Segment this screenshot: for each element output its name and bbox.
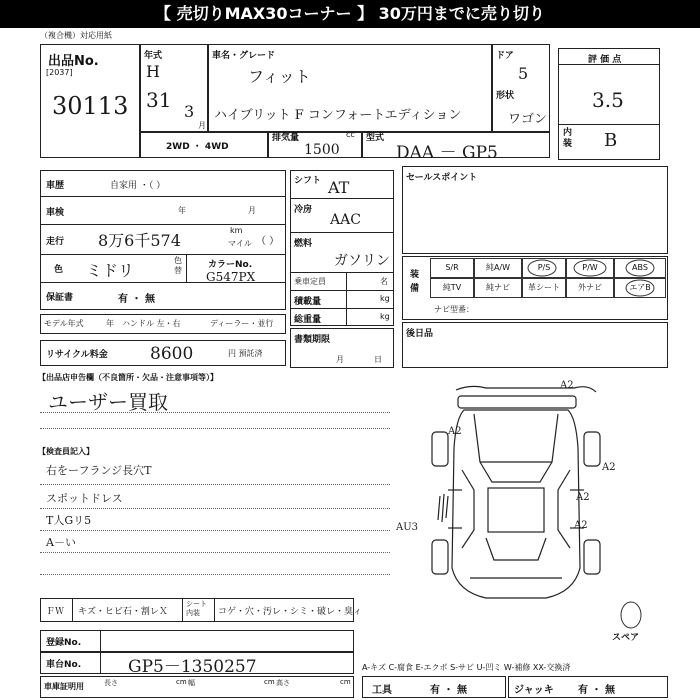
sales-point-label: セールスポイント	[406, 173, 478, 183]
door-value: 5	[518, 64, 529, 83]
displacement-unit: cc	[346, 130, 355, 139]
jack-options: 有 ・ 無	[578, 685, 615, 696]
damage-seat: シート内装	[186, 600, 207, 617]
color-code-label: カラーNo.	[208, 260, 253, 270]
fuel-value: ガソリン	[334, 253, 390, 269]
history-label: 車歴	[46, 181, 65, 191]
score-label: 評 価 点	[588, 55, 622, 65]
door-label: ドア	[496, 51, 514, 61]
warranty-label: 保証書	[46, 293, 74, 303]
lot-number: 30113	[52, 92, 129, 120]
shift-label: シフト	[294, 176, 322, 186]
title-banner: 【 売切りMAX30コーナー 】 30万円までに売り切り	[0, 0, 700, 28]
color-code: G547PX	[206, 270, 256, 284]
equipment-circles	[520, 256, 670, 302]
model-year-year: 年	[106, 319, 114, 328]
shape-label: 形状	[496, 91, 515, 101]
capacity-label: 乗車定員	[294, 277, 326, 286]
model-year-dealer: ディーラー・並行	[210, 319, 274, 328]
mark-right-front: A2	[602, 462, 616, 473]
load-label: 積載量	[294, 297, 322, 307]
top-note: （複合機）対応用紙	[40, 31, 112, 40]
car-name: フィット	[248, 67, 311, 86]
inspection-month: 月	[248, 206, 256, 215]
damage-fw: ＦＷ	[46, 607, 65, 617]
equip-ext-navi: 外ナビ	[566, 278, 614, 298]
year-num: 31	[146, 88, 172, 112]
inspection-year: 年	[178, 206, 186, 215]
fuel-label: 燃料	[294, 239, 313, 249]
color-value: ミドリ	[86, 261, 135, 280]
ac-label: 冷房	[294, 205, 313, 215]
chassis-value: GP5－1350257	[128, 657, 257, 677]
mileage-value: 8万6千574	[98, 231, 181, 250]
spare-label: スペア	[612, 633, 640, 643]
equip-airbag: エアB	[614, 278, 666, 298]
navi-model-label: ナビ型番：	[434, 305, 474, 314]
tools-options: 有 ・ 無	[430, 685, 467, 696]
arrival-label: 後日品	[406, 329, 434, 339]
chassis-label: 車台No.	[46, 660, 82, 670]
cert-width-unit: cm	[264, 678, 275, 686]
drive-options: 2WD ・ 4WD	[166, 142, 229, 152]
tools-label: 工具	[372, 685, 392, 696]
model-value: DAA － GP5	[396, 143, 498, 163]
ac-value: AAC	[330, 212, 361, 228]
declaration-label: 【出品店申告欄（不良箇所・欠品・注意事項等）】	[38, 373, 218, 382]
capacity-unit: 名	[380, 277, 388, 286]
mark-left-side: AU3	[396, 522, 419, 533]
inspection-label: 車検	[46, 208, 65, 218]
recycle-value: 8600	[150, 344, 194, 364]
model-label: 型式	[366, 133, 385, 143]
registration-row	[40, 630, 354, 652]
cert-row	[40, 676, 354, 698]
mark-left-front: A2	[448, 426, 462, 437]
spare-tire-icon	[618, 600, 644, 630]
equip-power-window: P/W	[566, 258, 614, 278]
mileage-mile: マイル	[228, 239, 252, 248]
year-month: 3	[184, 102, 195, 121]
car-damage-diagram	[396, 378, 666, 610]
mark-right-rear: A2	[574, 520, 588, 531]
inspector-line-2: スポットドレス	[46, 492, 123, 505]
load-unit: kg	[380, 294, 390, 303]
jack-label: ジャッキ	[514, 685, 554, 696]
interior-label: 内装	[563, 128, 573, 149]
expire-day: 日	[374, 355, 382, 364]
cert-length-unit: cm	[176, 678, 187, 686]
displacement-value: 1500	[304, 142, 340, 158]
cert-length: 長さ	[104, 679, 118, 687]
equip-leather: 革シート	[522, 278, 566, 298]
damage-items: キズ・ヒビ石・割レＸ	[78, 607, 168, 617]
cert-width: 幅	[188, 679, 195, 687]
gross-unit: kg	[380, 312, 390, 321]
damage-items2: コゲ・穴・汚レ・シミ・破レ・臭ィ	[218, 607, 363, 617]
recycle-label: リサイクル料金	[46, 350, 108, 360]
lot-label: 出品No.	[48, 54, 99, 69]
car-name-label: 車名・グレード	[212, 51, 276, 61]
gross-label: 総重量	[294, 315, 322, 325]
mileage-label: 走行	[46, 237, 65, 247]
score-value: 3.5	[592, 88, 624, 112]
inspector-label: 【検査員記入】	[38, 447, 94, 456]
color-label: 色	[54, 265, 64, 275]
expire-label: 書類期限	[294, 335, 331, 345]
warranty-options: 有 ・ 無	[118, 294, 155, 305]
cert-height: 高さ	[276, 679, 290, 687]
interior-value: B	[604, 130, 618, 151]
recycle-unit: 円 預託済	[228, 349, 263, 358]
equip-power-steering: P/S	[522, 258, 566, 278]
damage-legend: A-キズ C-腐食 E-エクボ S-サビ U-凹ミ W-補修 XX-交換済	[362, 663, 571, 672]
inspector-line-4: A－い	[46, 536, 76, 549]
arrival-box	[402, 322, 668, 368]
color-change-label: 色替	[174, 256, 182, 275]
mileage-km: km	[230, 226, 243, 235]
car-grade: ハイブリット F コンフォートエディション	[214, 108, 462, 123]
model-year-label: モデル年式	[44, 319, 84, 328]
inspector-line-1: 右をーフランジ長穴T	[46, 464, 152, 477]
equipment-label: 装備	[410, 270, 420, 294]
shift-value: AT	[328, 178, 350, 197]
expire-month: 月	[336, 355, 344, 364]
mark-right-mid: A2	[576, 492, 590, 503]
shape-value: ワゴン	[508, 112, 548, 127]
displacement-label: 排気量	[272, 133, 300, 143]
declaration-text: ユーザー買取	[48, 390, 168, 414]
model-year-handle: ハンドル 左・右	[122, 319, 181, 328]
equip-sunroof: S/R	[430, 258, 474, 278]
lot-small: [2037]	[46, 68, 73, 77]
equip-abs: ABS	[614, 258, 666, 278]
equip-navi: 純ナビ	[474, 278, 522, 298]
year-era: H	[146, 62, 160, 81]
equip-tv: 純TV	[430, 278, 474, 298]
year-month-unit: 月	[198, 121, 206, 130]
mileage-paren: （ ）	[256, 236, 280, 247]
history-options: 自家用 ・（ ）	[110, 181, 166, 191]
inspector-line-3: T人Gリ5	[46, 514, 92, 527]
year-label: 年式	[144, 51, 163, 61]
mark-front-right: A2	[560, 380, 574, 391]
cert-label: 車庫証明用	[44, 682, 84, 691]
equip-alloy-wheel: 純A/W	[474, 258, 522, 278]
registration-label: 登録No.	[46, 638, 82, 648]
cert-height-unit: cm	[340, 678, 351, 686]
